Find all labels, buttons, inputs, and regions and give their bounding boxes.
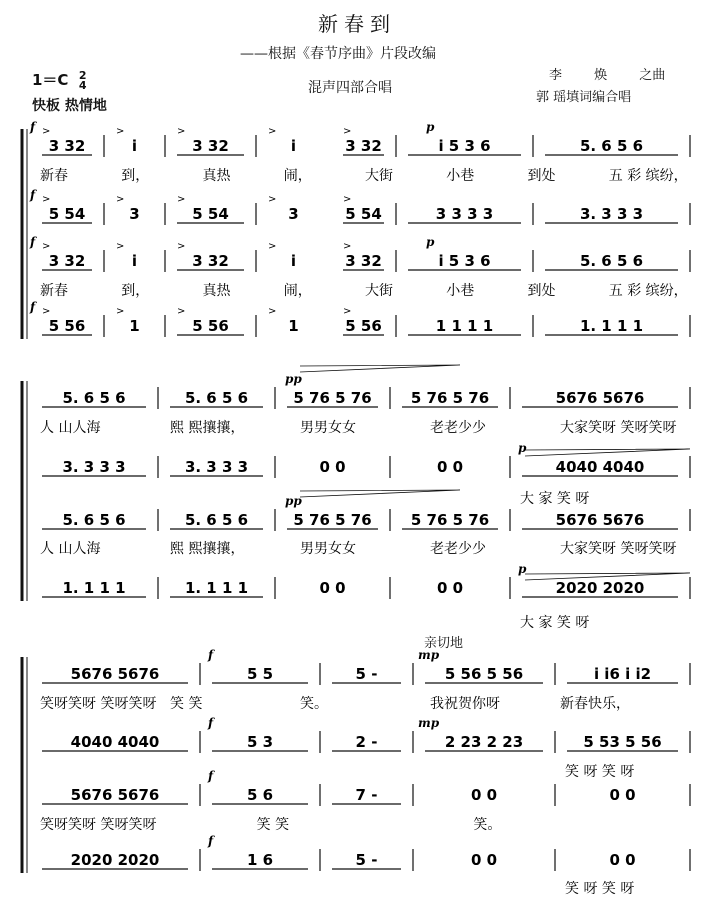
dynamic-forte: f bbox=[30, 120, 36, 134]
accent-mark: > bbox=[343, 194, 352, 205]
note-group: 5 54 bbox=[48, 205, 86, 223]
note-group: 1 1 1 1 bbox=[435, 317, 494, 335]
note-group: 5 56 bbox=[48, 317, 86, 335]
accent-mark: > bbox=[268, 126, 277, 137]
lyric-text: 小巷 bbox=[446, 168, 475, 184]
note-group: 2 - bbox=[355, 733, 378, 751]
lyric-text: 男男女女 bbox=[300, 420, 356, 436]
lyric-text: 大家笑呀 笑呀笑呀 bbox=[560, 541, 677, 557]
note-group: 4040 4040 bbox=[555, 458, 645, 476]
note-group: 1 bbox=[288, 317, 299, 335]
note-group: 0 0 bbox=[470, 786, 498, 804]
note-group: 3 32 bbox=[345, 252, 382, 270]
dynamic-pianissimo: pp bbox=[285, 494, 302, 508]
note-group: 3 32 bbox=[192, 137, 229, 155]
accent-mark: > bbox=[42, 241, 51, 252]
note-group: 2020 2020 bbox=[70, 851, 160, 869]
note-group: 5 56 bbox=[192, 317, 229, 335]
dynamic-mezzo-piano: mp bbox=[418, 648, 440, 662]
note-group: 7 - bbox=[355, 786, 378, 804]
note-group: 3 32 bbox=[192, 252, 229, 270]
lyric-text: 到， bbox=[121, 283, 150, 299]
note-group: i i6 i i2 bbox=[593, 665, 652, 683]
dynamic-forte: f bbox=[208, 648, 214, 662]
note-group: 3. 3 3 3 bbox=[579, 205, 644, 223]
lyric-text: 大街 bbox=[365, 168, 393, 184]
note-group: 5 6 bbox=[246, 786, 274, 804]
note-group: 0 0 bbox=[609, 786, 636, 804]
note-group: 3. 3 3 3 bbox=[62, 458, 126, 476]
lyric-text: 闹， bbox=[283, 168, 312, 184]
note-group: 5 76 5 76 bbox=[410, 389, 490, 407]
lyric-text: 五 彩 缤纷， bbox=[608, 168, 688, 184]
note-group: 5. 6 5 6 bbox=[184, 389, 249, 407]
note-group: 5. 6 5 6 bbox=[579, 252, 644, 270]
note-group: 5. 6 5 6 bbox=[62, 511, 126, 529]
note-group: 5676 5676 bbox=[555, 389, 645, 407]
note-group: 1. 1 1 1 bbox=[62, 579, 126, 597]
note-group: 1. 1 1 1 bbox=[184, 579, 249, 597]
accent-mark: > bbox=[177, 241, 186, 252]
lyric-text: 笑 笑 bbox=[256, 817, 290, 833]
lyric-text: 大 家 笑 呀 bbox=[520, 615, 590, 631]
note-group: i 5 3 6 bbox=[438, 252, 491, 270]
time-sig-denominator: 4 bbox=[78, 78, 87, 92]
note-group: 0 0 bbox=[609, 851, 636, 869]
note-group: 5 56 bbox=[345, 317, 382, 335]
accent-mark: > bbox=[268, 194, 277, 205]
note-group: 3 32 bbox=[48, 252, 86, 270]
note-group: 0 0 bbox=[436, 579, 464, 597]
note-group: i 5 3 6 bbox=[438, 137, 491, 155]
note-group: 1 bbox=[129, 317, 140, 335]
lyric-text: 小巷 bbox=[446, 283, 475, 299]
note-group: 5 76 5 76 bbox=[410, 511, 490, 529]
dynamic-piano: p bbox=[426, 235, 435, 249]
note-group: 3 bbox=[288, 205, 299, 223]
tempo-marking: 快板 热情地 bbox=[32, 98, 107, 114]
accent-mark: > bbox=[116, 241, 125, 252]
note-group: 5 3 bbox=[246, 733, 274, 751]
note-group: 1. 1 1 1 bbox=[579, 317, 644, 335]
note-group: 5. 6 5 6 bbox=[579, 137, 644, 155]
note-group: 5 - bbox=[355, 851, 378, 869]
lyricist-credit: 郭 瑶填词编合唱 bbox=[536, 90, 632, 105]
note-group: 5676 5676 bbox=[70, 786, 160, 804]
note-group: 5. 6 5 6 bbox=[62, 389, 126, 407]
lyric-text: 笑 呀 笑 呀 bbox=[565, 881, 635, 897]
lyric-text: 五 彩 缤纷， bbox=[608, 283, 688, 299]
dynamic-forte: f bbox=[208, 716, 214, 730]
accent-mark: > bbox=[268, 306, 277, 317]
accent-mark: > bbox=[116, 194, 125, 205]
note-group: 5 76 5 76 bbox=[293, 511, 372, 529]
time-sig-numerator: 2 bbox=[78, 68, 87, 82]
lyric-text: 笑呀笑呀 笑呀笑呀 bbox=[40, 817, 157, 833]
accent-mark: > bbox=[42, 126, 51, 137]
note-group: 5. 6 5 6 bbox=[184, 511, 249, 529]
note-group: 1 6 bbox=[246, 851, 274, 869]
note-group: 3 bbox=[129, 205, 140, 223]
note-group: i bbox=[290, 252, 297, 270]
dynamic-piano: p bbox=[518, 441, 527, 455]
accent-mark: > bbox=[343, 306, 352, 317]
note-group: 0 0 bbox=[319, 579, 346, 597]
dynamic-piano: p bbox=[426, 120, 435, 134]
lyric-text: 新春 bbox=[40, 168, 68, 184]
dynamic-piano: p bbox=[518, 562, 527, 576]
lyric-text: 我祝贺你呀 bbox=[430, 696, 500, 712]
lyric-text: 老老少少 bbox=[430, 420, 486, 436]
note-group: 5 54 bbox=[345, 205, 382, 223]
dynamic-mezzo-piano: mp bbox=[418, 716, 440, 730]
note-group: 5676 5676 bbox=[555, 511, 645, 529]
dynamic-forte: f bbox=[208, 834, 214, 848]
lyric-text: 人 山人海 bbox=[40, 541, 101, 557]
lyric-text: 笑。 bbox=[473, 817, 502, 833]
note-group: 2 23 2 23 bbox=[444, 733, 524, 751]
accent-mark: > bbox=[177, 306, 186, 317]
note-group: 5 56 5 56 bbox=[444, 665, 524, 683]
note-group: 3. 3 3 3 bbox=[184, 458, 249, 476]
lyric-text: 到， bbox=[121, 168, 150, 184]
lyric-text: 熙 熙攘攘， bbox=[170, 541, 245, 557]
accent-mark: > bbox=[177, 194, 186, 205]
lyric-text: 新春快乐， bbox=[560, 696, 630, 712]
note-group: 0 0 bbox=[436, 458, 464, 476]
note-group: 5 - bbox=[355, 665, 378, 683]
note-group: i bbox=[290, 137, 297, 155]
note-group: 3 32 bbox=[345, 137, 382, 155]
accent-mark: > bbox=[116, 306, 125, 317]
lyric-text: 熙 熙攘攘， bbox=[170, 420, 245, 436]
dynamic-forte: f bbox=[30, 300, 36, 314]
dynamic-pianissimo: pp bbox=[285, 372, 302, 386]
note-group: 2020 2020 bbox=[555, 579, 645, 597]
note-group: 5 54 bbox=[192, 205, 229, 223]
lyric-text: 男男女女 bbox=[300, 541, 356, 557]
key-signature: 1＝C 2 4 bbox=[32, 68, 87, 92]
score-subtitle: ——根据《春节序曲》片段改编 bbox=[240, 46, 436, 62]
dynamic-forte: f bbox=[30, 235, 36, 249]
dynamic-forte: f bbox=[30, 188, 36, 202]
accent-mark: > bbox=[268, 241, 277, 252]
lyric-text: 新春 bbox=[40, 283, 68, 299]
accent-mark: > bbox=[177, 126, 186, 137]
lyric-text: 到处 bbox=[527, 168, 556, 184]
expression-annotation: 亲切地 bbox=[424, 636, 464, 651]
note-group: i bbox=[131, 252, 138, 270]
hairpin bbox=[525, 449, 690, 456]
note-group: 4040 4040 bbox=[70, 733, 160, 751]
accent-mark: > bbox=[343, 241, 352, 252]
performance-type: 混声四部合唱 bbox=[308, 80, 392, 96]
hairpin bbox=[300, 490, 460, 497]
lyric-text: 到处 bbox=[527, 283, 556, 299]
accent-mark: > bbox=[42, 306, 51, 317]
lyric-text: 闹， bbox=[283, 283, 312, 299]
lyric-text: 人 山人海 bbox=[40, 420, 101, 436]
lyric-text: 笑 笑 bbox=[170, 696, 203, 712]
composer-credit: 李 焕 之曲 bbox=[549, 68, 666, 83]
hairpin bbox=[300, 365, 460, 372]
note-group: 3 32 bbox=[48, 137, 86, 155]
note-group: 5 76 5 76 bbox=[293, 389, 372, 407]
accent-mark: > bbox=[343, 126, 352, 137]
note-group: 0 0 bbox=[319, 458, 346, 476]
lyric-text: 大家笑呀 笑呀笑呀 bbox=[560, 420, 677, 436]
lyric-text: 笑。 bbox=[300, 696, 328, 712]
accent-mark: > bbox=[116, 126, 125, 137]
lyric-text: 大街 bbox=[365, 283, 393, 299]
score-title: 新春到 bbox=[318, 12, 396, 36]
note-group: 5 5 bbox=[246, 665, 274, 683]
lyric-text: 笑 呀 笑 呀 bbox=[565, 764, 635, 780]
dynamic-forte: f bbox=[208, 769, 214, 783]
note-group: 5676 5676 bbox=[70, 665, 160, 683]
lyric-text: 真热 bbox=[202, 168, 231, 184]
note-group: 0 0 bbox=[470, 851, 498, 869]
lyric-text: 大 家 笑 呀 bbox=[520, 491, 590, 507]
note-group: i bbox=[131, 137, 138, 155]
note-group: 3 3 3 3 bbox=[435, 205, 494, 223]
note-group: 5 53 5 56 bbox=[583, 733, 662, 751]
lyric-text: 真热 bbox=[202, 283, 231, 299]
accent-mark: > bbox=[42, 194, 51, 205]
lyric-text: 笑呀笑呀 笑呀笑呀 bbox=[40, 696, 157, 712]
lyric-text: 老老少少 bbox=[430, 541, 486, 557]
